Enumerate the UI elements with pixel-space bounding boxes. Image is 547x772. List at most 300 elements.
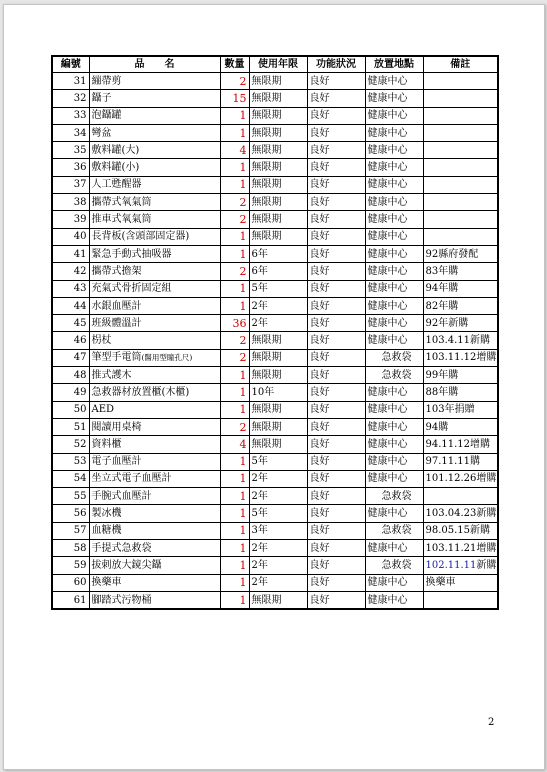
cell-period: 5年 <box>249 280 307 297</box>
cell-name-text: 急救器材放置櫃(木櫃) <box>91 386 190 398</box>
cell-remarks-text: 94年購 <box>425 283 459 295</box>
cell-remarks <box>423 73 498 90</box>
cell-qty: 1 <box>220 505 249 522</box>
cell-no: 31 <box>52 73 89 90</box>
cell-remarks <box>423 142 498 159</box>
table-row <box>52 488 498 505</box>
cell-no: 38 <box>52 194 89 211</box>
cell-qty: 2 <box>220 211 249 228</box>
table-row <box>52 367 498 384</box>
cell-status: 良好 <box>307 401 365 418</box>
table-row <box>52 470 498 487</box>
cell-name <box>89 107 220 124</box>
cell-remarks <box>423 436 498 453</box>
cell-period: 無限期 <box>249 367 307 384</box>
table-row <box>52 245 498 262</box>
cell-location: 急救袋 <box>365 349 423 366</box>
cell-status: 良好 <box>307 591 365 609</box>
cell-location: 健康中心 <box>365 142 423 159</box>
cell-location: 健康中心 <box>365 211 423 228</box>
cell-no: 39 <box>52 211 89 228</box>
cell-name <box>89 159 220 176</box>
table-row <box>52 591 498 609</box>
cell-remarks <box>423 280 498 297</box>
cell-status: 良好 <box>307 488 365 505</box>
cell-period: 2年 <box>249 315 307 332</box>
table-row <box>52 263 498 280</box>
cell-qty: 36 <box>220 315 249 332</box>
cell-name-text: 彎盆 <box>91 127 112 139</box>
cell-location: 健康中心 <box>365 228 423 245</box>
cell-qty: 1 <box>220 280 249 297</box>
cell-status: 良好 <box>307 124 365 141</box>
cell-name-text: 充氣式骨折固定組 <box>91 283 172 295</box>
cell-remarks-text: 92年新購 <box>425 317 469 329</box>
cell-name <box>89 194 220 211</box>
cell-remarks-text: 103年捐贈 <box>425 404 475 416</box>
inventory-table <box>51 55 499 610</box>
cell-location: 健康中心 <box>365 90 423 107</box>
cell-no: 45 <box>52 315 89 332</box>
cell-status: 良好 <box>307 540 365 557</box>
cell-name-text: 敷料罐(小) <box>91 162 140 174</box>
cell-period: 無限期 <box>249 73 307 90</box>
cell-location: 健康中心 <box>365 453 423 470</box>
cell-location: 急救袋 <box>365 488 423 505</box>
cell-remarks <box>423 90 498 107</box>
table-row <box>52 194 498 211</box>
cell-qty: 1 <box>220 384 249 401</box>
cell-remarks-text: 99年購 <box>425 369 459 381</box>
cell-location: 健康中心 <box>365 332 423 349</box>
cell-status: 良好 <box>307 211 365 228</box>
cell-status: 良好 <box>307 194 365 211</box>
cell-location: 健康中心 <box>365 124 423 141</box>
table-row <box>52 142 498 159</box>
cell-name-text: 血糖機 <box>91 525 122 537</box>
cell-remarks <box>423 349 498 366</box>
cell-period: 無限期 <box>249 591 307 609</box>
cell-remarks-text: 103.4.11新購 <box>425 335 491 347</box>
cell-remarks <box>423 263 498 280</box>
cell-name-text: 拔刺放大鏡尖鑷 <box>91 559 162 571</box>
table-row <box>52 574 498 591</box>
cell-location: 健康中心 <box>365 505 423 522</box>
cell-name <box>89 263 220 280</box>
cell-name-text: 製冰機 <box>91 508 122 520</box>
cell-status: 良好 <box>307 90 365 107</box>
cell-no: 47 <box>52 349 89 366</box>
cell-qty: 1 <box>220 574 249 591</box>
cell-period: 6年 <box>249 263 307 280</box>
cell-no: 34 <box>52 124 89 141</box>
cell-remarks <box>423 245 498 262</box>
cell-status: 良好 <box>307 384 365 401</box>
cell-period: 無限期 <box>249 176 307 193</box>
table-row <box>52 280 498 297</box>
cell-qty: 1 <box>220 245 249 262</box>
cell-name <box>89 73 220 90</box>
cell-name-text: 水銀血壓計 <box>91 300 142 312</box>
cell-remarks <box>423 159 498 176</box>
cell-period: 無限期 <box>249 159 307 176</box>
cell-location: 健康中心 <box>365 591 423 609</box>
cell-status: 良好 <box>307 349 365 366</box>
table-row <box>52 505 498 522</box>
cell-name <box>89 384 220 401</box>
cell-remarks <box>423 488 498 505</box>
cell-qty: 2 <box>220 418 249 435</box>
cell-qty: 4 <box>220 436 249 453</box>
cell-qty: 1 <box>220 522 249 539</box>
cell-location: 健康中心 <box>365 159 423 176</box>
table-row <box>52 401 498 418</box>
cell-no: 46 <box>52 332 89 349</box>
cell-period: 5年 <box>249 453 307 470</box>
table-row <box>52 557 498 574</box>
cell-qty: 2 <box>220 73 249 90</box>
cell-no: 33 <box>52 107 89 124</box>
table-row <box>52 436 498 453</box>
cell-location: 健康中心 <box>365 263 423 280</box>
cell-status: 良好 <box>307 176 365 193</box>
cell-remarks <box>423 540 498 557</box>
cell-remarks <box>423 211 498 228</box>
cell-period: 無限期 <box>249 90 307 107</box>
cell-remarks <box>423 194 498 211</box>
cell-period: 2年 <box>249 470 307 487</box>
table-row <box>52 453 498 470</box>
cell-no: 55 <box>52 488 89 505</box>
cell-location: 健康中心 <box>365 540 423 557</box>
cell-remarks-text: 88年購 <box>425 386 459 398</box>
cell-period: 無限期 <box>249 211 307 228</box>
cell-name-text: 班級體溫計 <box>91 317 142 329</box>
cell-status: 良好 <box>307 107 365 124</box>
cell-remarks-text: 103.11.21增購 <box>425 542 497 554</box>
cell-qty: 1 <box>220 470 249 487</box>
cell-name <box>89 505 220 522</box>
cell-remarks-text: 94購 <box>425 421 449 433</box>
cell-period: 6年 <box>249 245 307 262</box>
table-row <box>52 384 498 401</box>
cell-location: 急救袋 <box>365 367 423 384</box>
cell-location: 急救袋 <box>365 557 423 574</box>
table-row <box>52 522 498 539</box>
cell-no: 40 <box>52 228 89 245</box>
cell-location: 健康中心 <box>365 574 423 591</box>
cell-period: 無限期 <box>249 436 307 453</box>
cell-no: 57 <box>52 522 89 539</box>
header-period: 使用年限 <box>249 56 307 73</box>
cell-period: 無限期 <box>249 124 307 141</box>
cell-remarks-text: 102.11.11 <box>425 559 477 571</box>
cell-period: 無限期 <box>249 332 307 349</box>
cell-location: 健康中心 <box>365 107 423 124</box>
cell-remarks <box>423 124 498 141</box>
header-qty: 數量 <box>220 56 249 73</box>
cell-period: 2年 <box>249 557 307 574</box>
cell-qty: 1 <box>220 176 249 193</box>
header-name: 品 名 <box>89 56 220 73</box>
cell-remarks-text: 83年購 <box>425 265 459 277</box>
header-location: 放置地點 <box>365 56 423 73</box>
table-header-row <box>52 56 498 73</box>
cell-status: 良好 <box>307 73 365 90</box>
cell-name <box>89 245 220 262</box>
page-number: 2 <box>488 717 495 728</box>
cell-remarks <box>423 384 498 401</box>
cell-status: 良好 <box>307 332 365 349</box>
cell-remarks-text: 94.11.12增購 <box>425 438 491 450</box>
cell-name-text: AED <box>91 404 115 416</box>
cell-status: 良好 <box>307 142 365 159</box>
cell-remarks <box>423 332 498 349</box>
cell-location: 健康中心 <box>365 73 423 90</box>
table-row <box>52 124 498 141</box>
cell-remarks-text: 103.04.23新購 <box>425 508 497 520</box>
cell-name-text: 緊急手動式抽吸器 <box>91 248 172 260</box>
cell-no: 48 <box>52 367 89 384</box>
cell-name-text: 閱讀用桌椅 <box>91 421 142 433</box>
cell-name-text: 攜帶式氧氣筒 <box>91 196 152 208</box>
cell-name-text: 坐立式電子血壓計 <box>91 473 172 485</box>
cell-location: 健康中心 <box>365 297 423 314</box>
document-page <box>3 4 545 770</box>
cell-location: 健康中心 <box>365 384 423 401</box>
table-row <box>52 297 498 314</box>
cell-name <box>89 470 220 487</box>
cell-name-text: 攜帶式擔架 <box>91 265 142 277</box>
cell-qty: 2 <box>220 332 249 349</box>
cell-name-text: 鑷子 <box>91 92 112 104</box>
table-row <box>52 211 498 228</box>
cell-name <box>89 176 220 193</box>
cell-status: 良好 <box>307 418 365 435</box>
cell-remarks <box>423 453 498 470</box>
cell-name <box>89 574 220 591</box>
cell-qty: 1 <box>220 488 249 505</box>
cell-no: 35 <box>52 142 89 159</box>
cell-name <box>89 332 220 349</box>
cell-name-note: (醫用型瞳孔尺) <box>141 353 193 363</box>
cell-name-text: 手提式急救袋 <box>91 542 152 554</box>
cell-qty: 1 <box>220 591 249 609</box>
cell-remarks <box>423 315 498 332</box>
cell-no: 43 <box>52 280 89 297</box>
cell-remarks-text: 換藥車 <box>425 577 456 589</box>
cell-qty: 1 <box>220 297 249 314</box>
cell-no: 59 <box>52 557 89 574</box>
cell-name <box>89 453 220 470</box>
cell-remarks <box>423 557 498 574</box>
cell-remarks <box>423 418 498 435</box>
cell-name-text: 手腕式血壓計 <box>91 490 152 502</box>
table-row <box>52 332 498 349</box>
cell-no: 52 <box>52 436 89 453</box>
cell-remarks-text: 97.11.11購 <box>425 456 481 468</box>
cell-name <box>89 280 220 297</box>
cell-period: 無限期 <box>249 142 307 159</box>
cell-qty: 15 <box>220 90 249 107</box>
cell-remarks <box>423 574 498 591</box>
cell-remarks <box>423 470 498 487</box>
cell-status: 良好 <box>307 574 365 591</box>
cell-name <box>89 211 220 228</box>
cell-qty: 1 <box>220 124 249 141</box>
cell-name-text: 筆型手電筒 <box>91 352 142 364</box>
cell-name-text: 繃帶剪 <box>91 75 122 87</box>
cell-no: 50 <box>52 401 89 418</box>
header-remarks: 備註 <box>423 56 498 73</box>
cell-name <box>89 228 220 245</box>
cell-qty: 1 <box>220 228 249 245</box>
cell-no: 51 <box>52 418 89 435</box>
cell-remarks <box>423 228 498 245</box>
cell-remarks-tail: 新購 <box>476 559 497 571</box>
cell-qty: 1 <box>220 159 249 176</box>
cell-location: 急救袋 <box>365 522 423 539</box>
cell-period: 2年 <box>249 574 307 591</box>
cell-qty: 1 <box>220 540 249 557</box>
cell-period: 3年 <box>249 522 307 539</box>
cell-period: 2年 <box>249 297 307 314</box>
cell-qty: 2 <box>220 263 249 280</box>
cell-name-text: 枴杖 <box>91 335 112 347</box>
cell-location: 健康中心 <box>365 418 423 435</box>
cell-remarks <box>423 505 498 522</box>
cell-no: 42 <box>52 263 89 280</box>
table-row <box>52 90 498 107</box>
cell-name <box>89 367 220 384</box>
cell-no: 32 <box>52 90 89 107</box>
cell-remarks <box>423 367 498 384</box>
cell-no: 44 <box>52 297 89 314</box>
table-row <box>52 159 498 176</box>
cell-status: 良好 <box>307 263 365 280</box>
cell-qty: 1 <box>220 107 249 124</box>
cell-no: 49 <box>52 384 89 401</box>
table-row <box>52 176 498 193</box>
table-row <box>52 418 498 435</box>
cell-remarks-text: 103.11.12增購 <box>425 352 497 364</box>
cell-location: 健康中心 <box>365 470 423 487</box>
cell-period: 5年 <box>249 505 307 522</box>
cell-name-text: 腳踏式污物桶 <box>91 594 152 606</box>
cell-name-text: 敷料罐(大) <box>91 144 140 156</box>
header-no: 編號 <box>52 56 89 73</box>
cell-qty: 4 <box>220 142 249 159</box>
cell-status: 良好 <box>307 297 365 314</box>
cell-remarks <box>423 176 498 193</box>
cell-remarks-text: 101.12.26增購 <box>425 473 497 485</box>
cell-location: 健康中心 <box>365 436 423 453</box>
cell-no: 60 <box>52 574 89 591</box>
cell-name <box>89 315 220 332</box>
cell-name-text: 泡鑷罐 <box>91 110 122 122</box>
table-row <box>52 73 498 90</box>
cell-status: 良好 <box>307 228 365 245</box>
cell-name-text: 資料櫃 <box>91 438 122 450</box>
cell-name <box>89 124 220 141</box>
cell-name-text: 推式護木 <box>91 369 132 381</box>
cell-name <box>89 557 220 574</box>
cell-qty: 2 <box>220 349 249 366</box>
cell-name-text: 推車式氧氣筒 <box>91 214 152 226</box>
table-row <box>52 107 498 124</box>
cell-period: 無限期 <box>249 107 307 124</box>
cell-status: 良好 <box>307 436 365 453</box>
cell-name <box>89 142 220 159</box>
cell-remarks <box>423 522 498 539</box>
table-row <box>52 349 498 366</box>
cell-name <box>89 418 220 435</box>
cell-location: 健康中心 <box>365 194 423 211</box>
cell-status: 良好 <box>307 245 365 262</box>
cell-name <box>89 401 220 418</box>
cell-location: 健康中心 <box>365 280 423 297</box>
cell-status: 良好 <box>307 159 365 176</box>
cell-no: 53 <box>52 453 89 470</box>
cell-location: 健康中心 <box>365 245 423 262</box>
table-row <box>52 540 498 557</box>
cell-name <box>89 436 220 453</box>
cell-period: 10年 <box>249 384 307 401</box>
cell-status: 良好 <box>307 522 365 539</box>
cell-qty: 2 <box>220 194 249 211</box>
cell-no: 37 <box>52 176 89 193</box>
cell-period: 2年 <box>249 488 307 505</box>
cell-name <box>89 488 220 505</box>
cell-no: 41 <box>52 245 89 262</box>
cell-remarks <box>423 297 498 314</box>
cell-location: 健康中心 <box>365 176 423 193</box>
cell-qty: 1 <box>220 401 249 418</box>
cell-name-text: 長背板(含頭部固定器) <box>91 231 190 243</box>
cell-status: 良好 <box>307 557 365 574</box>
cell-period: 無限期 <box>249 228 307 245</box>
cell-location: 健康中心 <box>365 315 423 332</box>
cell-no: 58 <box>52 540 89 557</box>
cell-remarks-text: 98.05.15新購 <box>425 525 491 537</box>
cell-no: 61 <box>52 591 89 609</box>
cell-remarks-text: 82年購 <box>425 300 459 312</box>
cell-remarks <box>423 107 498 124</box>
cell-period: 2年 <box>249 540 307 557</box>
cell-location: 健康中心 <box>365 401 423 418</box>
cell-name <box>89 90 220 107</box>
cell-status: 良好 <box>307 280 365 297</box>
cell-period: 無限期 <box>249 401 307 418</box>
cell-no: 54 <box>52 470 89 487</box>
cell-name-text: 換藥車 <box>91 577 122 589</box>
cell-name <box>89 349 220 366</box>
cell-remarks <box>423 401 498 418</box>
cell-status: 良好 <box>307 367 365 384</box>
cell-name <box>89 591 220 609</box>
cell-remarks <box>423 591 498 609</box>
table-row <box>52 228 498 245</box>
cell-no: 36 <box>52 159 89 176</box>
cell-qty: 1 <box>220 367 249 384</box>
cell-period: 無限期 <box>249 418 307 435</box>
cell-name <box>89 540 220 557</box>
header-status: 功能狀況 <box>307 56 365 73</box>
cell-status: 良好 <box>307 453 365 470</box>
cell-qty: 1 <box>220 557 249 574</box>
cell-period: 無限期 <box>249 349 307 366</box>
cell-status: 良好 <box>307 470 365 487</box>
